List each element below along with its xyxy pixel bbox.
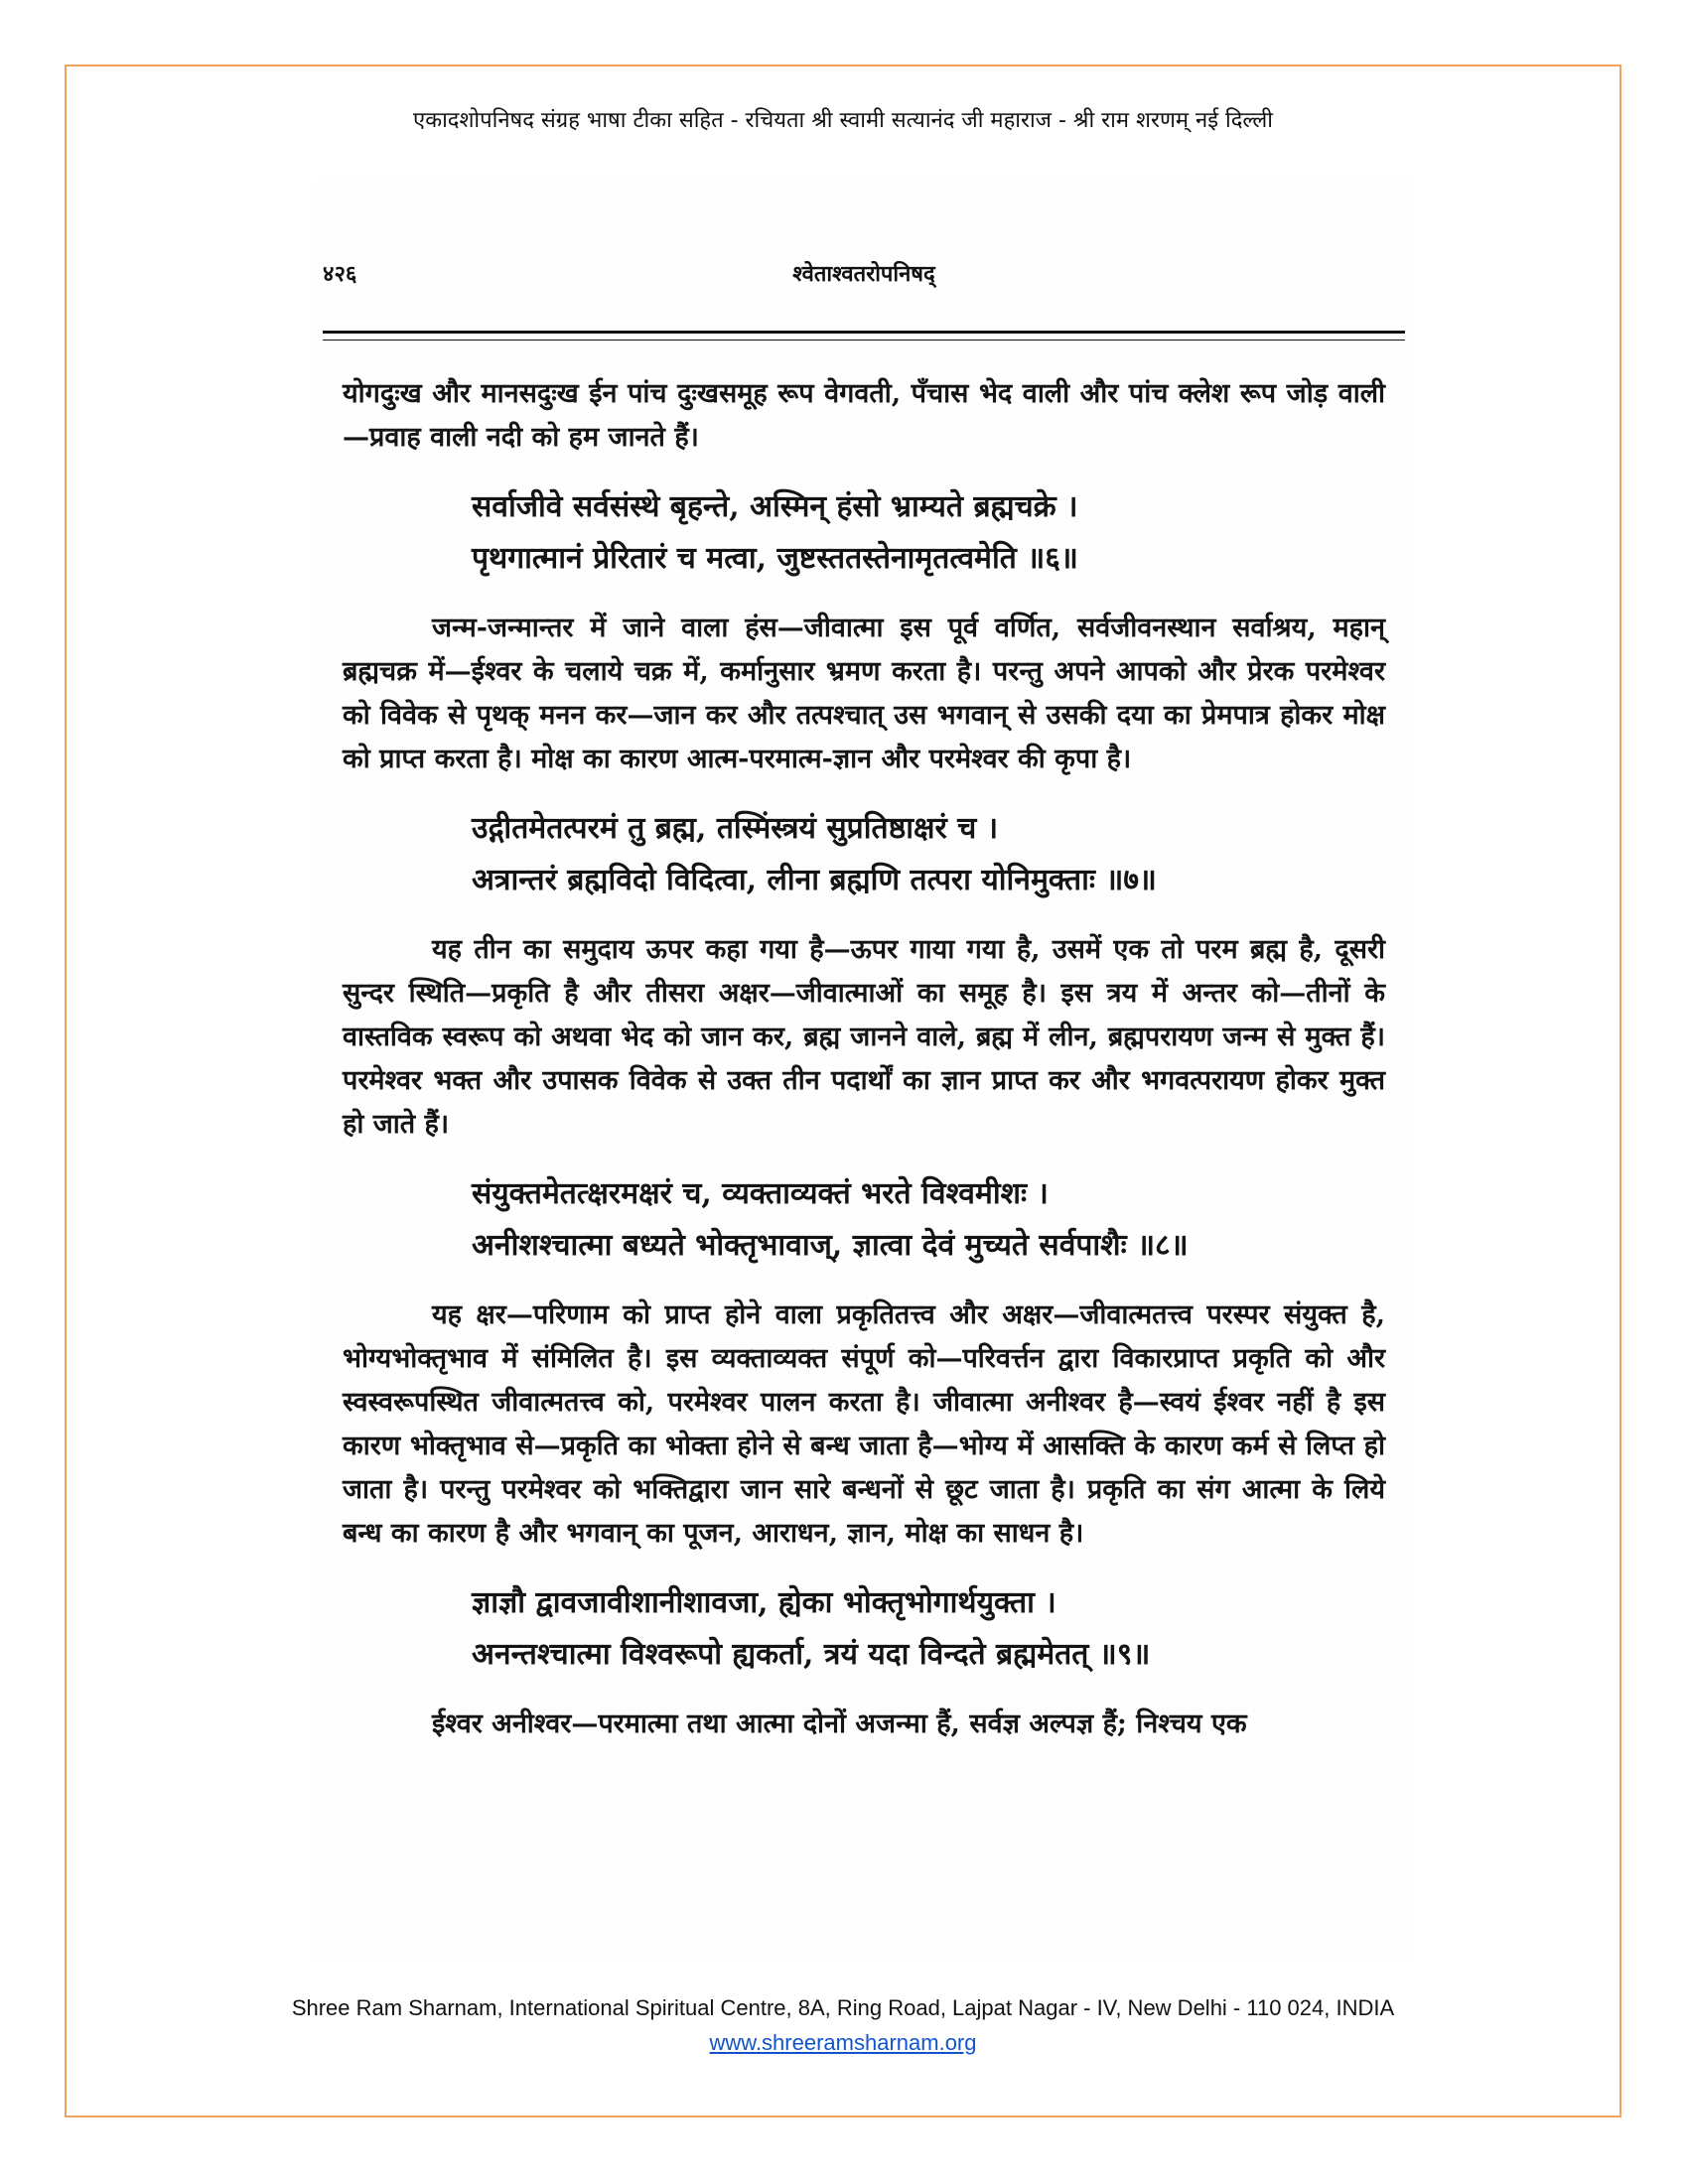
verse-9-line-1: ज्ञाज्ञौ द्वावजावीशानीशावजा, ह्येका भोक्तृभोगार्थयुक्ता । <box>472 1585 1056 1620</box>
header-rule-thick <box>323 331 1405 334</box>
scan-header <box>323 258 1405 298</box>
running-title: श्वेताश्वतरोपनिषद् <box>792 261 935 287</box>
verse-9 <box>472 1577 1385 1681</box>
verse-6-line-2: पृथगात्मानं प्रेरितारं च मत्वा, जुष्टस्ततस्तेनामृतत्वमेति ॥६॥ <box>472 541 1078 576</box>
verse-8 <box>472 1168 1385 1272</box>
verse-8-line-2: अनीशश्चात्मा बध्यते भोक्तृभावाज्, ज्ञात्वा देवं मुच्यते सर्वपाशैः ॥८॥ <box>472 1228 1189 1263</box>
verse-9-line-2: अनन्तश्चात्मा विश्वरूपो ह्यकर्ता, त्रयं यदा विन्दते ब्रह्ममेतत् ॥९॥ <box>472 1637 1151 1672</box>
paragraph-5: ईश्वर अनीश्वर—परमात्मा तथा आत्मा दोनों अजन्मा हैं, सर्वज्ञ अल्पज्ञ हैं; निश्चय एक <box>432 1708 1247 1739</box>
website-link[interactable]: www.shreeramsharnam.org <box>709 2030 977 2055</box>
verse-8-line-1: संयुक्तमेतत्क्षरमक्षरं च, व्यक्ताव्यक्तं भरते विश्वमीशः । <box>472 1176 1049 1211</box>
page-number: ४२६ <box>323 261 357 287</box>
footer-address: Shree Ram Sharnam, International Spiritual Centre, 8A, Ring Road, Lajpat Nagar - IV, New Delhi - 110 024, INDIA <box>291 1995 1395 2020</box>
page-header: एकादशोपनिषद संग्रह भाषा टीका सहित - रचियता श्री स्वामी सत्यानंद जी महाराज - श्री राम शरणम् नई दिल्ली <box>413 108 1273 133</box>
verse-7-line-1: उद्गीतमेतत्परमं तु ब्रह्म, तस्मिंस्त्रयं सुप्रतिष्ठाक्षरं च । <box>472 811 999 846</box>
paragraph-4: यह क्षर—परिणाम को प्राप्त होने वाला प्रकृतितत्त्व और अक्षर—जीवात्मतत्त्व परस्पर संयुक्त है, भोग्यभोक्तृभाव में संमिलित है। इस व्यक्ताव्यक्त संपूर्ण को—परिवर्त्तन द्वारा विकारप्राप्त प्रकृति को और स्वस्वरूपस्थित जीवात्मतत्त्व को, परमेश्वर पालन करता है। जीवात्मा अनीश्वर है—स्वयं ईश्वर नहीं है इस कारण भोक्तृभाव से—प्रकृति का भोक्ता होने से बन्ध जाता है—भोग्य में आसक्ति के कारण कर्म से लिप्त हो जाता है। परन्तु परमेश्वर को भक्तिद्वारा जान सारे बन्धनों से छूट जाता है। प्रकृति का संग आत्मा के लिये बन्ध का कारण है और भगवान् का पूजन, आराधन, ज्ञान, मोक्ष का साधन है। <box>343 1299 1385 1549</box>
scanned-page <box>313 179 1415 1961</box>
footer-url-container <box>65 2030 1621 2056</box>
verse-6-line-1: सर्वाजीवे सर्वसंस्थे बृहन्ते, अस्मिन् हंसो भ्राम्यते ब्रह्मचक्रे । <box>472 489 1078 524</box>
verse-7-line-2: अत्रान्तरं ब्रह्मविदो विदित्वा, लीना ब्रह्मणि तत्परा योनिमुक्ताः ॥७॥ <box>472 863 1157 897</box>
verse-7 <box>472 803 1385 906</box>
paragraph-2: जन्म-जन्मान्तर में जाने वाला हंस—जीवात्मा इस पूर्व वर्णित, सर्वजीवनस्थान सर्वाश्रय, महान् ब्रह्मचक्र में—ईश्वर के चलाये चक्र में, कर्मानुसार भ्रमण करता है। परन्तु अपने आपको और प्रेरक परमेश्वर को विवेक से पृथक् मनन कर—जान कर और तत्पश्चात् उस भगवान् से उसकी दया का प्रेमपात्र होकर मोक्ष को प्राप्त करता है। मोक्ष का कारण आत्म-परमात्म-ज्ञान और परमेश्वर की कृपा है। <box>343 613 1385 774</box>
paragraph-1: योगदुःख और मानसदुःख ईन पांच दुःखसमूह रूप वेगवती, पँचास भेद वाली और पांच क्लेश रूप जोड़ वाली—प्रवाह वाली नदी को हम जानते हैं। <box>343 378 1385 453</box>
page-body <box>343 372 1385 1746</box>
verse-6 <box>472 481 1385 585</box>
paragraph-3: यह तीन का समुदाय ऊपर कहा गया है—ऊपर गाया गया है, उसमें एक तो परम ब्रह्म है, दूसरी सुन्दर स्थिति—प्रकृति है और तीसरा अक्षर—जीवात्माओं का समूह है। इस त्रय में अन्तर को—तीनों के वास्तविक स्वरूप को अथवा भेद को जान कर, ब्रह्म जानने वाले, ब्रह्म में लीन, ब्रह्मपरायण जन्म से मुक्त हैं। परमेश्वर भक्त और उपासक विवेक से उक्त तीन पदार्थों का ज्ञान प्राप्त कर और भगवत्परायण होकर मुक्त हो जाते हैं। <box>343 934 1385 1140</box>
header-rule-thin <box>323 340 1405 341</box>
